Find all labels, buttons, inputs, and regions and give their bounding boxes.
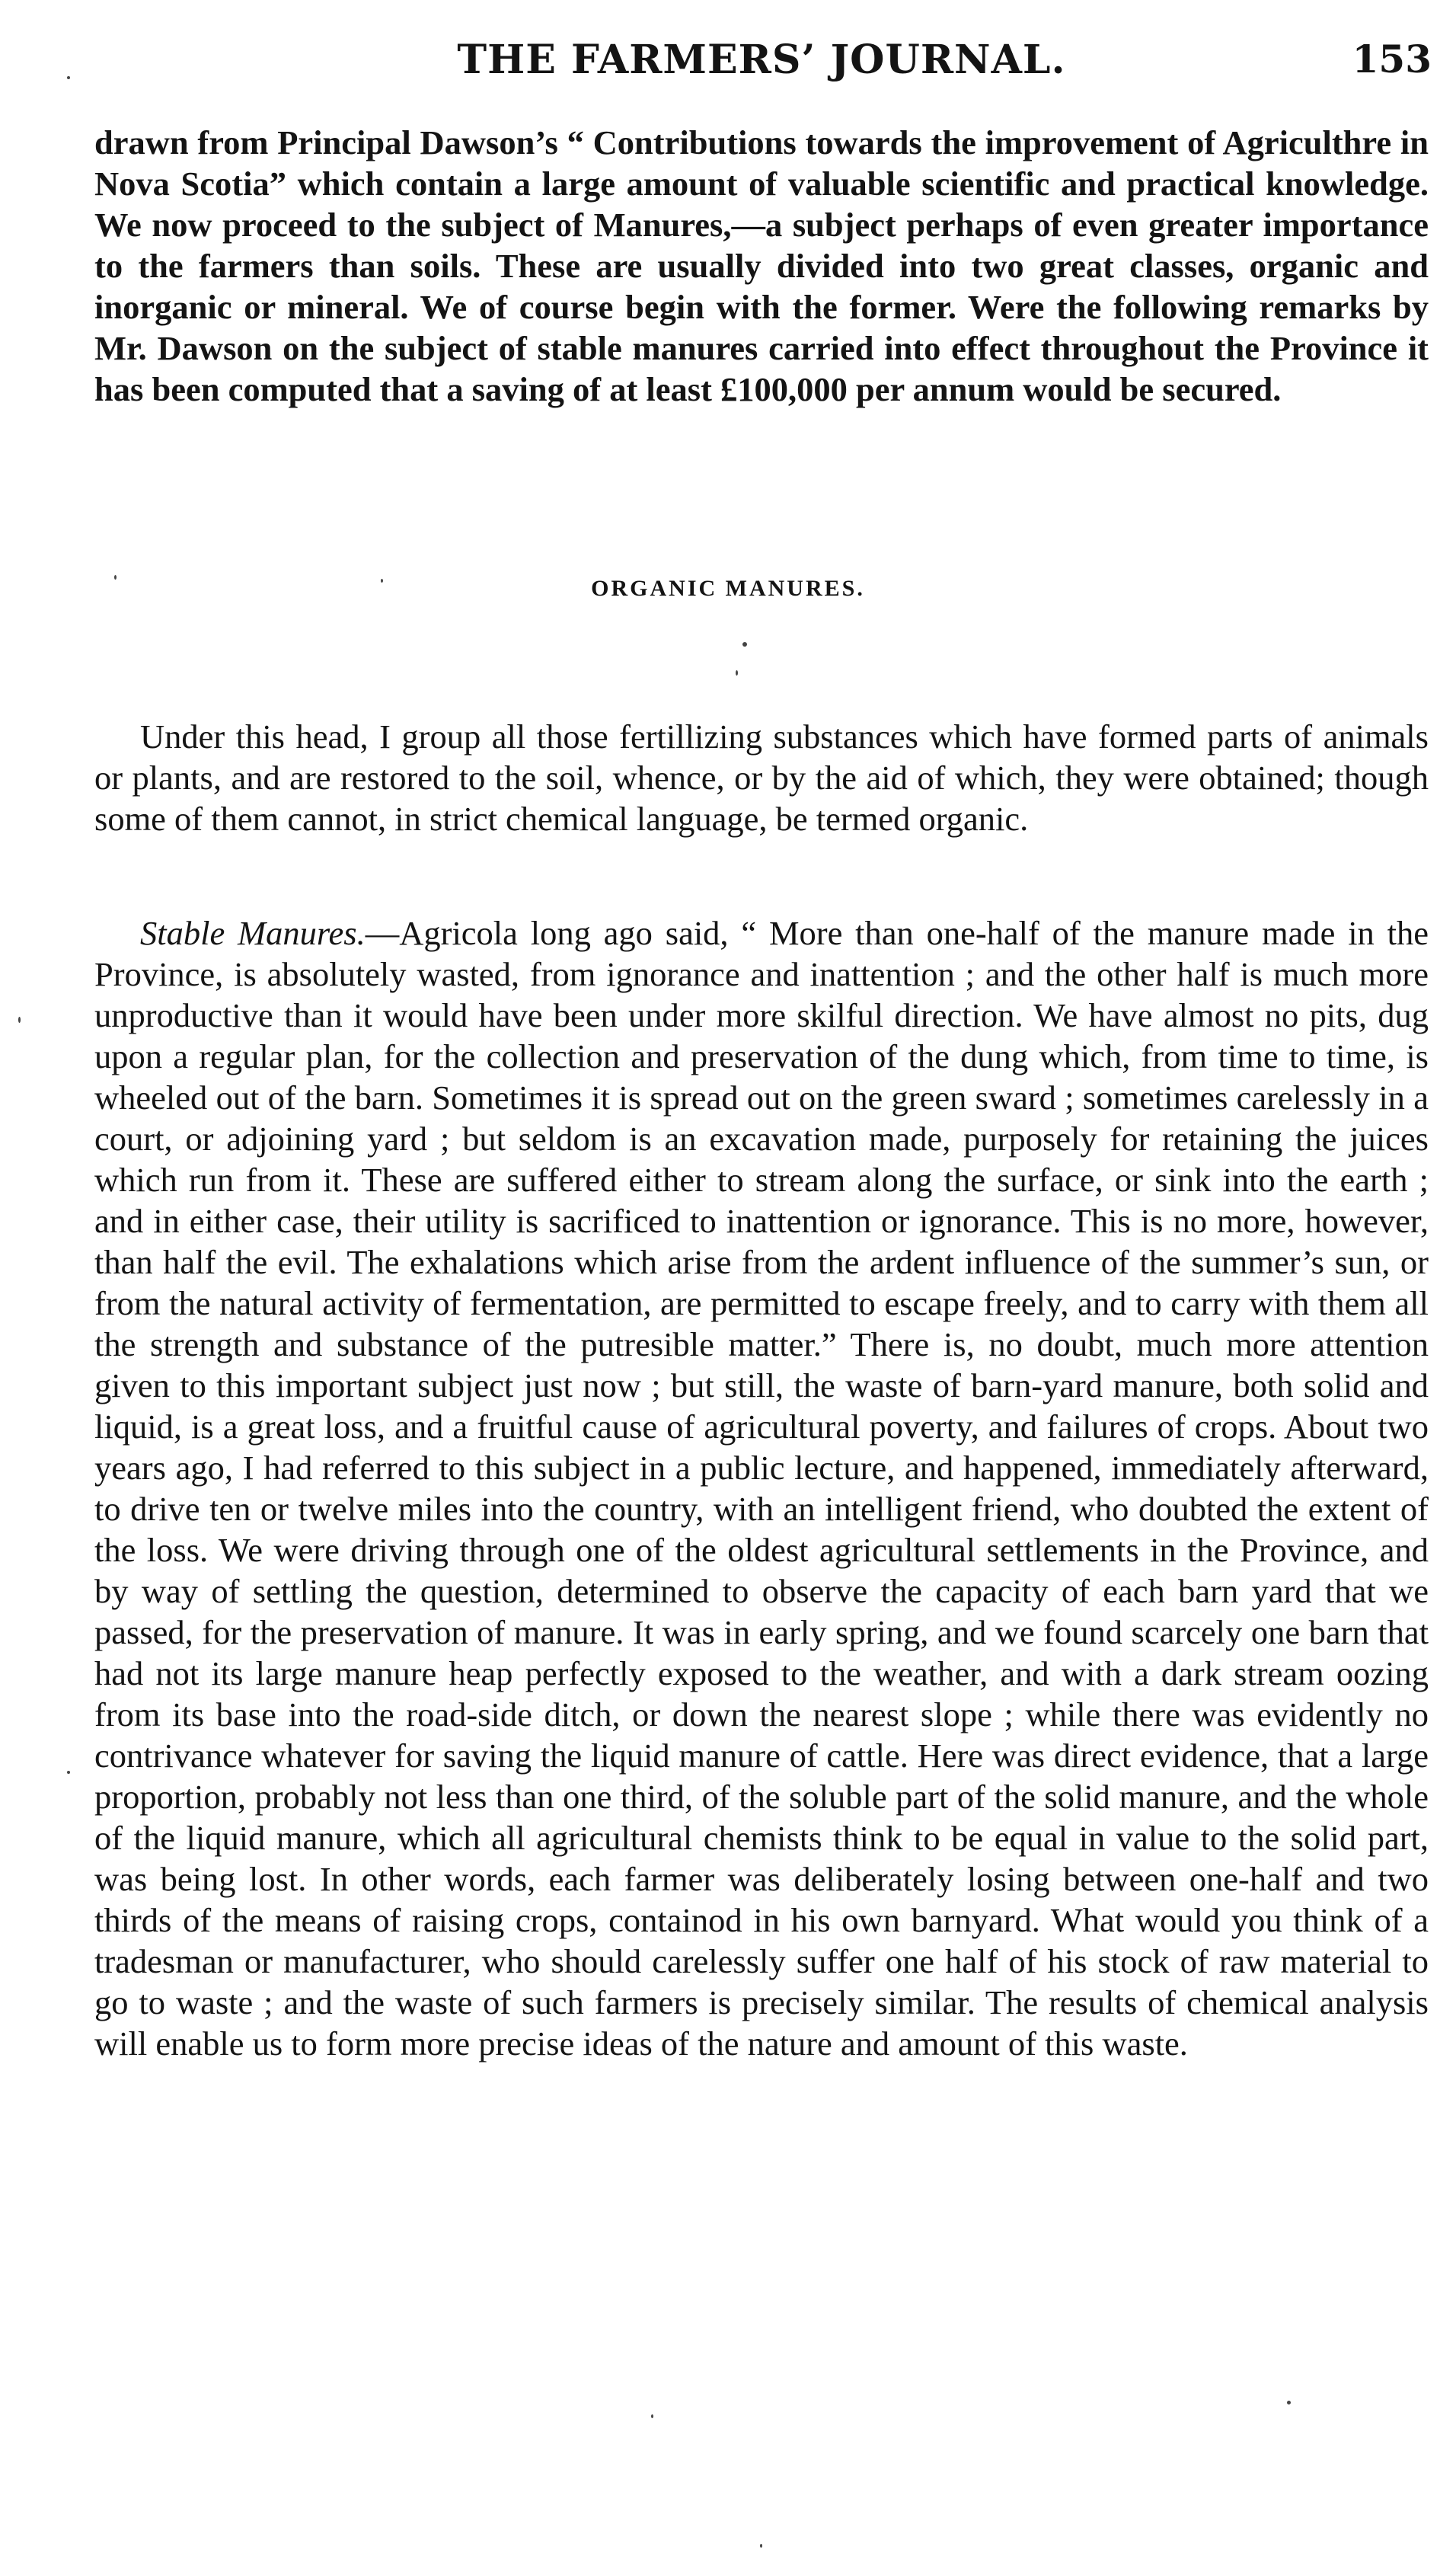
stable-manures-lead-in: Stable Manures.: [140, 914, 366, 952]
stable-manures-text: —Agricola long ago said, “ More than one-half of the manure made in the Province, is absolutely wasted, from ignorance and inattention ; and the other half is much more unproductive than it would have been under more skilful direction. We have almost no pits, dug upon a regular plan, for the collection and preservation of the dung which, from time to time, is wheeled out of the barn. Sometimes it is spread out on the green sward ; sometimes carelessly in a court, or adjoining yard ; but seldom is an excavation made, purposely for retaining the juices which run from it. These are suffered either to stream along the surface, or sink into the earth ; and in either case, their utility is sacrificed to inattention or ignorance. This is no more, however, than half the evil. The exhalations which arise from the ardent influence of the summer’s sun, or from the natural activity of fermentation, are permitted to escape freely, and to carry with them all the strength and substance of the putresible matter.” There is, no doubt, much more attention given to this important subject just now ; but still, the waste of barn-yard manure, both solid and liquid, is a great loss, and a fruitful cause of agricultural poverty, and failures of crops. About two years ago, I had referred to this subject in a public lecture, and happened, immediately afterward, to drive ten or twelve miles into the country, with an intelligent friend, who doubted the extent of the loss. We were driving through one of the oldest agricultural settlements in the Province, and by way of settling the question, determined to observe the capacity of each barn yard that we passed, for the preservation of manure. It was in early spring, and we found scarcely one barn that had not its large manure heap perfectly exposed to the weather, and with a dark stream oozing from its base into the road-side ditch, or down the nearest slope ; while there was evidently no contrivance whatever for saving the liquid manure of cattle. Here was direct evidence, that a large proportion, probably not less than one third, of the soluble part of the solid manure, and the whole of the liquid manure, which all agricultural chemists think to be equal in value to the solid part, was being lost. In other words, each farmer was deliberately losing between one-half and two thirds of the means of raising crops, containod in his own barnyard. What would you think of a tradesman or manufacturer, who should carelessly suffer one half of his stock of raw material to go to waste ; and the waste of such farmers is precisely similar. The results of chemical analysis will enable us to form more precise ideas of the nature and amount of this waste.: [94, 914, 1429, 2063]
print-speck: [67, 76, 70, 79]
print-speck: [742, 642, 747, 647]
stable-manures-paragraph: [94, 912, 1429, 2064]
running-title: THE FARMERS’ JOURNAL.: [457, 37, 1066, 83]
intro-paragraph: drawn from Principal Dawson’s “ Contributions towards the improvement of Agriculthre in Nova Scotia” which contain a large amount of valuable scientific and practical knowledge. We now proceed to the subject of Manures,—a subject perhaps of even greater importance to the farmers than soils. These are usually divided into two great classes, organic and inorganic or mineral. We of course begin with the former. Were the following remarks by Mr. Dawson on the subject of stable manures carried into effect throughout the Province it has been computed that a saving of at least £100,000 per annum would be secured.: [94, 123, 1429, 408]
print-speck: [67, 1771, 70, 1774]
print-speck: [1287, 2401, 1291, 2404]
print-speck: [651, 2414, 653, 2418]
print-speck: [114, 575, 117, 580]
print-speck: [736, 670, 738, 676]
organic-manures-paragraph: Under this head, I group all those fertillizing substances which have formed parts of animals or plants, and are restored to the soil, whence, or by the aid of which, they were obtained; though some of them cannot, in strict chemical language, be termed organic.: [94, 717, 1429, 838]
print-speck: [381, 579, 383, 583]
section-heading: ORGANIC MANURES.: [591, 576, 865, 601]
print-speck: [760, 2544, 762, 2548]
page-header: [91, 37, 1432, 97]
page-number: 153: [1352, 37, 1432, 81]
print-speck: [18, 1017, 21, 1023]
